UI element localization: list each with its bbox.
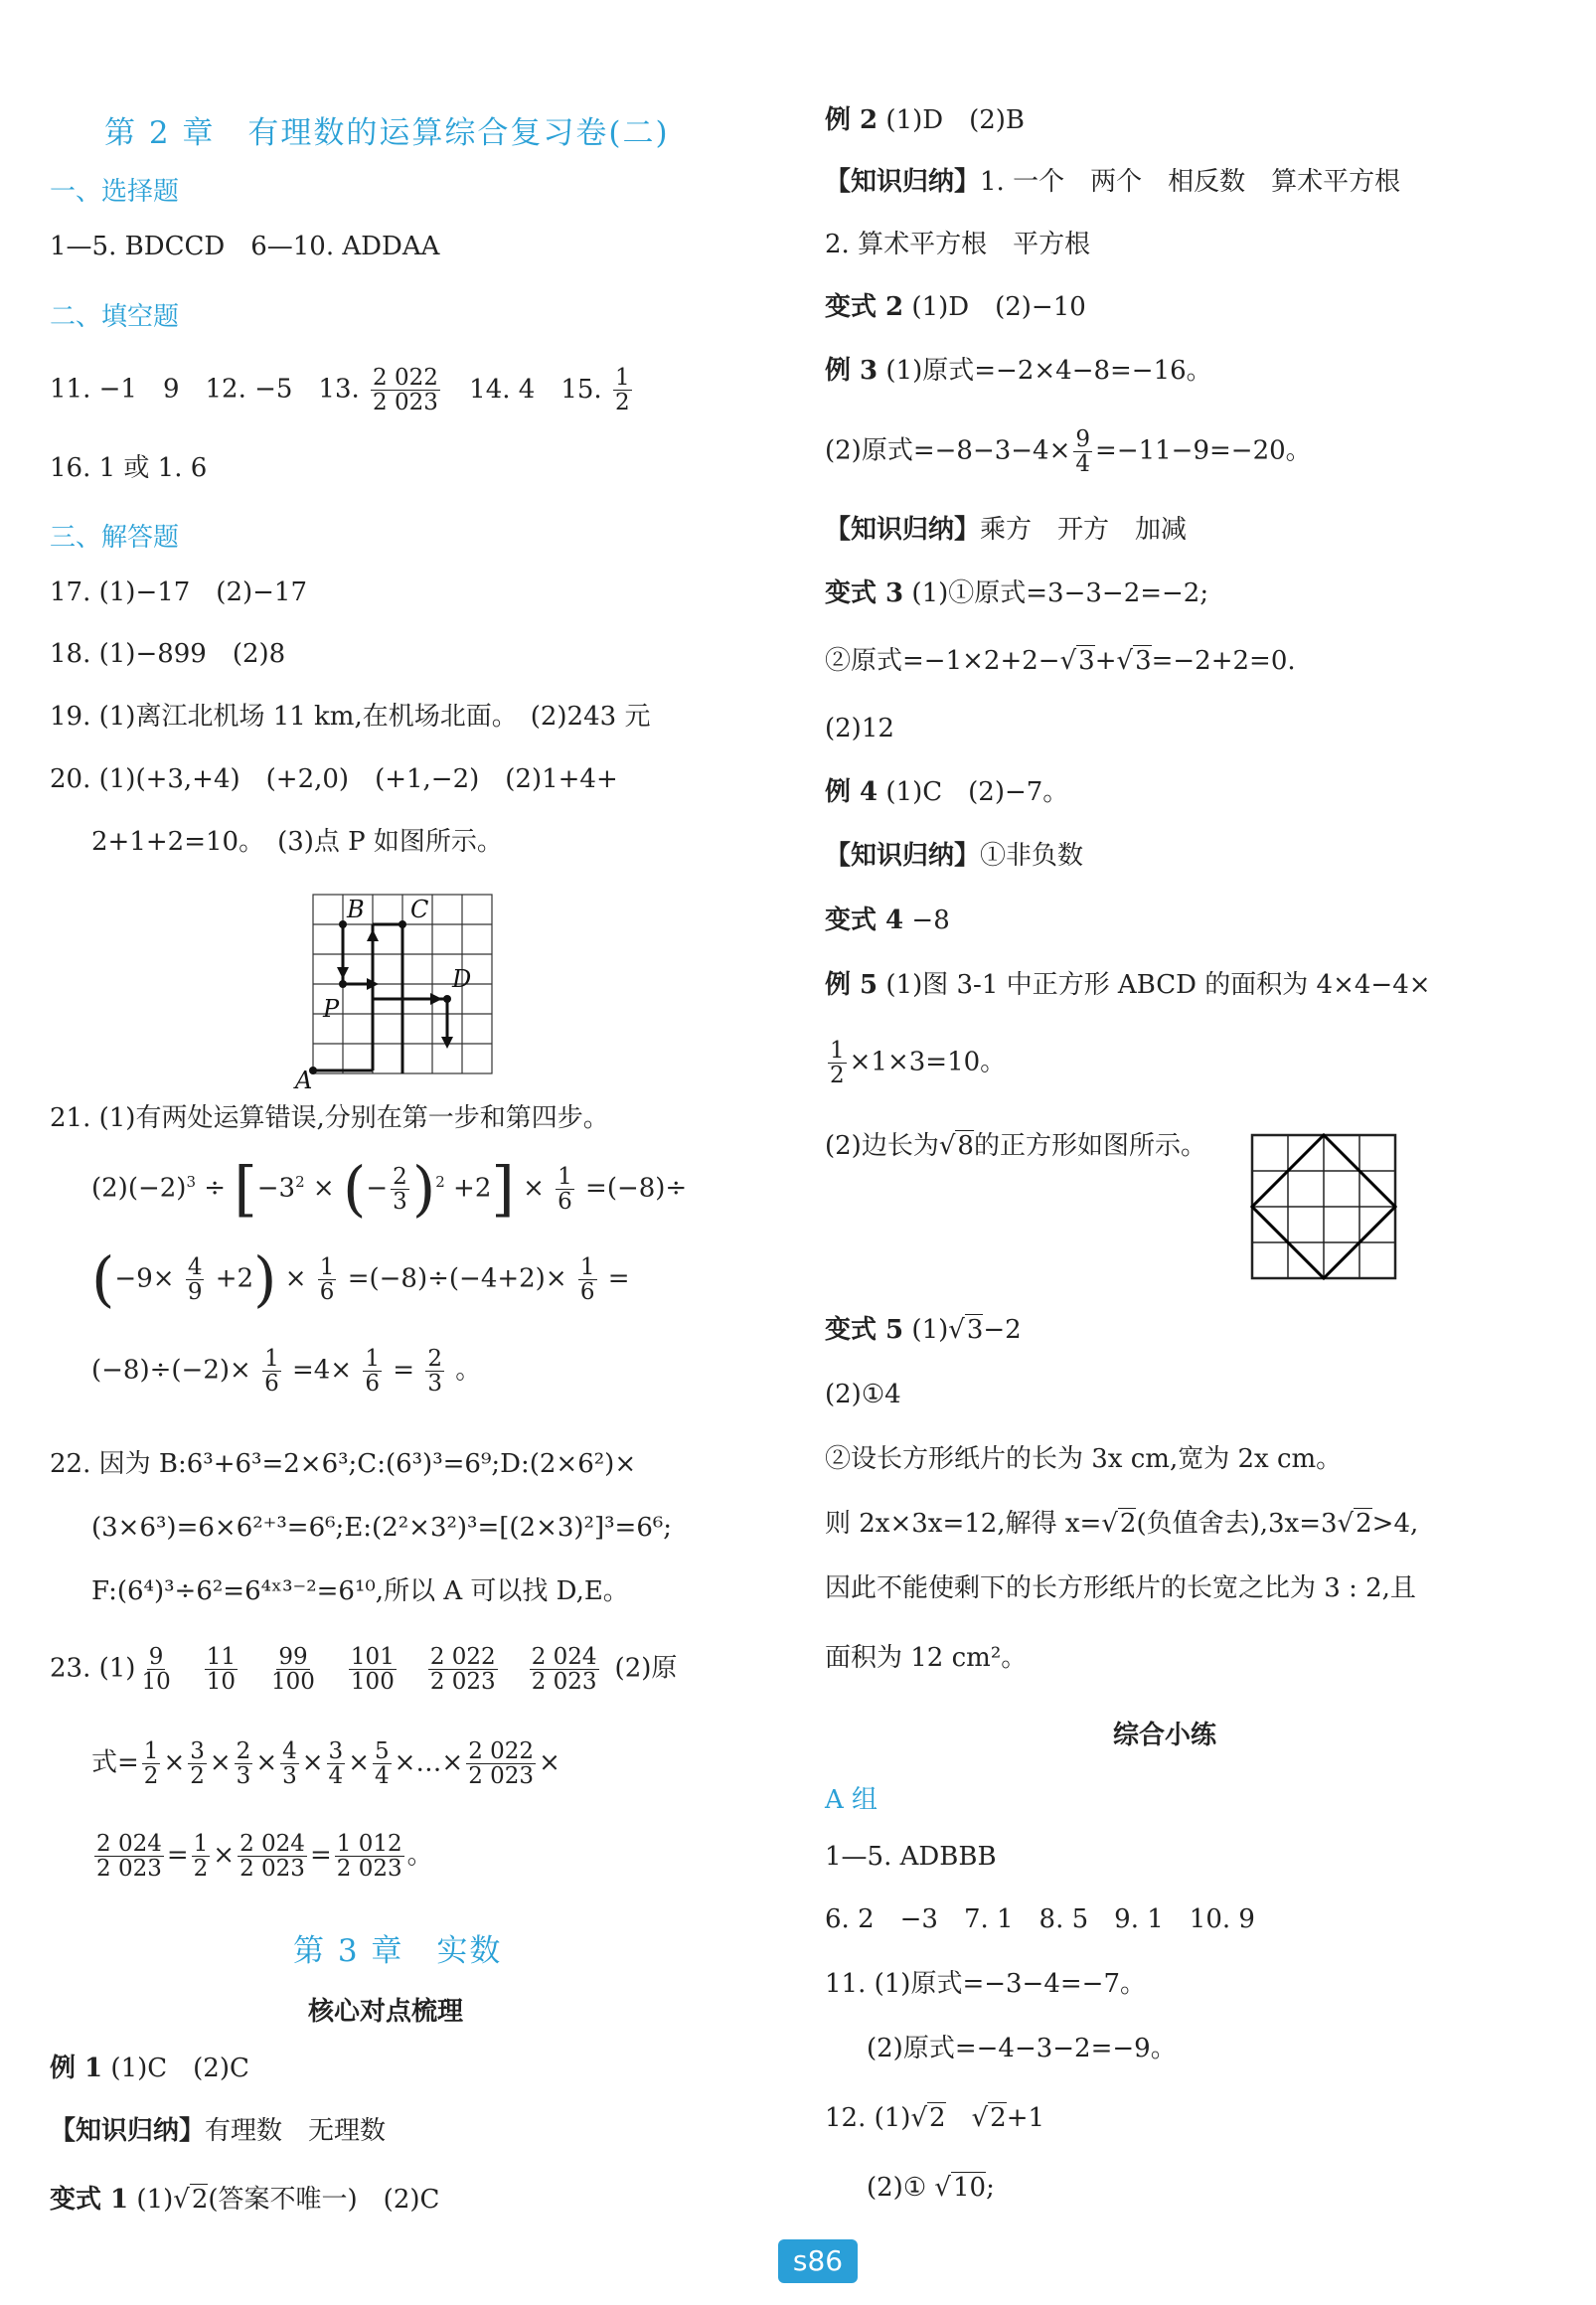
variant-5-part3: ②设长方形纸片的长为 3x cm,宽为 2x cm。 [825,1444,1343,1474]
fraction-numerator: 2 024 [96,1831,162,1857]
expr-text: =(−8)÷ [585,1173,688,1204]
example-answer: (1)图 3-1 中正方形 ABCD 的面积为 4×4−4× [885,970,1431,1000]
fraction [349,1645,397,1694]
expr-text: (2)原式=−8−3−4× [825,435,1071,466]
section-choice: 一、选择题 [50,177,180,207]
knowledge-label: 【知识归纳】 [825,841,981,871]
label-d: D [452,965,472,993]
expr-text: =−2+2=0. [1151,646,1296,676]
answers-11-15 [50,366,635,414]
fraction [192,1832,211,1881]
expr-text: (负值舍去),3x=3 [1136,1509,1338,1539]
variant-3-part2: ②原式=−1×2+2−√3+√3=−2+2=0. [825,646,1296,676]
core-review-title: 核心对点梳理 [308,1997,464,2027]
expr-text: ②原式=−1×2+2− [825,646,1060,676]
expr-text: +1 [1006,2103,1045,2133]
expr-text: + [1094,646,1117,676]
sqrt-radicand: 3 [966,1315,984,1345]
knowledge-text: 乘方 开方 加减 [980,515,1188,545]
fraction-denominator: 3 [236,1763,251,1790]
sqrt-radicand: 2 [1356,1509,1372,1539]
answer-21-line2: $(2)(-2)^3 \div [-3^2$ × (− $\frac{2}{3}$ )$^2$ +2] × $\frac{1}{6}$ =(−8)÷ [91,1154,688,1225]
fraction-denominator: 4 [328,1763,344,1790]
fraction [94,1832,164,1881]
chapter2-title: 第 2 章 有理数的运算综合复习卷(二) [104,115,670,151]
expr-text: = [309,1840,332,1871]
fraction-numerator: 2 [427,1346,442,1372]
sqrt-radicand: 10 [952,2173,987,2203]
fraction-denominator: 6 [579,1279,595,1306]
label-p: P [323,995,340,1023]
expr-text: × [209,1747,232,1778]
fraction-denominator: 2 023 [239,1856,305,1883]
expr-text: (2)原 [614,1653,678,1684]
example-2 [825,107,1025,133]
fraction-numerator: 9 [148,1644,164,1670]
fraction-numerator: 1 012 [336,1831,402,1857]
fraction-denominator: 10 [141,1669,171,1696]
fraction-numerator: 1 [264,1346,279,1372]
fraction-numerator: 1 [365,1346,381,1372]
variant-label: 变式 4 [825,906,904,935]
expr-text: =(−8)÷(−4+2)× [347,1263,567,1294]
example-answer: (1)原式=−2×4−8=−16。 [885,356,1212,386]
fraction-numerator: 1 [614,365,630,391]
fraction-numerator: 1 [193,1831,209,1857]
expr-text: 式= [91,1747,139,1778]
label-c: C [410,896,429,923]
expr-text: × [523,1173,545,1204]
fraction-numerator: 1 [319,1254,335,1280]
point-c [399,920,406,928]
variant-5-part5: 因此不能使剩下的长方形纸片的长宽之比为 3 : 2,且 [825,1573,1416,1603]
fraction-numerator: 2 024 [239,1831,305,1857]
knowledge-summary-4 [825,843,1083,869]
fraction [335,1832,404,1881]
variant-3-part3: (2)12 [825,714,894,743]
expr-text: (−8)÷(−2)× [91,1355,251,1386]
fraction [186,1255,205,1304]
expr-text: × [301,1747,324,1778]
expr-text: 23. (1) [50,1653,136,1684]
expr-text: ×…× [394,1747,464,1778]
fraction [142,1739,161,1788]
fraction-numerator: 9 [1075,426,1091,452]
answers-14-15-text: 14. 4 15. [469,374,602,405]
fraction-numerator: 4 [187,1254,203,1280]
section-solve: 三、解答题 [50,523,180,553]
fraction-numerator: 1 [830,1038,845,1064]
fraction [280,1739,299,1788]
variant-5: 变式 5 (1)√3−2 [825,1315,1022,1345]
fraction [188,1739,207,1788]
answers-1-10: 1—5. BDCCD 6—10. ADDAA [50,232,440,261]
fraction-denominator: 2 [830,1063,845,1089]
expr-text: × [213,1840,236,1871]
fraction-denominator: 2 023 [373,390,438,416]
expr-text: 。 [406,1840,433,1871]
fraction-numerator: 1 [143,1738,159,1764]
fraction [556,1165,574,1214]
fraction [235,1739,253,1788]
knowledge-summary-2b: 2. 算术平方根 平方根 [825,230,1091,259]
example-1 [50,2056,249,2081]
fraction-denominator: 6 [365,1371,381,1398]
example-label: 例 1 [50,2054,103,2083]
answer-21-line3: (−9× $\frac{4}{9}$ +2) × $\frac{1}{6}$ =(−8)÷(−4+2)× $\frac{1}{6}$ = [91,1244,630,1315]
fraction-denominator: 9 [187,1279,203,1306]
fraction-denominator: 2 [190,1763,205,1790]
group-a-6-10: 6. 2 −3 7. 1 8. 5 9. 1 10. 9 [825,1904,1255,1934]
expr-text: × [163,1747,186,1778]
example-3 [825,358,1212,384]
expr-text: 的正方形如图所示。 [973,1131,1206,1161]
fraction [262,1347,281,1396]
variant-label: 变式 3 [825,578,904,608]
fraction [466,1739,536,1788]
expr-text: × [348,1747,370,1778]
fraction [828,1039,847,1087]
answer-23-line2 [91,1739,560,1788]
fraction-denominator: 100 [271,1669,315,1696]
expr-text: =−11−9=−20。 [1095,435,1312,466]
expr-text: = [607,1263,630,1294]
knowledge-text: ①非负数 [980,841,1084,871]
example-answer: (1)D (2)B [885,105,1026,135]
fraction [530,1645,599,1694]
variant-text: (1)①原式=3−3−2=−2; [911,578,1209,608]
expr-text: ÷ [204,1173,227,1204]
example-answer: (1)C (2)C [110,2054,249,2083]
answer-23-line3 [91,1832,433,1881]
group-a-12-1: 12. (1)√2 √2+1 [825,2103,1045,2133]
fraction-denominator: 2 023 [429,1669,496,1696]
fraction [269,1645,317,1694]
example-5-part2 [825,1039,1006,1087]
fraction-denominator: 2 [614,390,630,416]
fraction-numerator: 2 [236,1738,251,1764]
answer-19: 19. (1)离江北机场 11 km,在机场北面。 (2)243 元 [50,702,651,732]
answer-22-line1: 22. 因为 B:6³+6³=2×6³;C:(6³)³=6⁹;D:(2×6²)× [50,1449,637,1479]
fraction-numerator: 4 [282,1738,297,1764]
variant-text: (1)D (2)−10 [911,292,1086,322]
expr-text: 则 2x×3x=12,解得 x= [825,1509,1102,1539]
expr-text: 。 [455,1355,482,1386]
label-b: B [347,896,365,923]
label-a: A [295,1067,313,1088]
variant-label: 变式 1 [50,2185,129,2215]
answer-20-line2: 2+1+2=10。 (3)点 P 如图所示。 [91,827,503,857]
expr-text: +2 [215,1263,254,1294]
fraction-15 [613,366,632,414]
expr-text: (2)① [867,2173,927,2203]
fraction-numerator: 2 024 [531,1644,597,1670]
answer-22-line2: (3×6³)=6×6²⁺³=6⁶;E:(2²×3²)³=[(2×3)²]³=6⁶; [91,1513,673,1543]
fraction [139,1645,172,1694]
fraction [363,1347,382,1396]
fraction [428,1645,498,1694]
fraction-numerator: 1 [558,1164,572,1190]
knowledge-summary-3 [825,517,1187,543]
variant-3 [825,580,1208,606]
knowledge-summary-1 [50,2118,386,2144]
expr-text: ×1×3=10。 [849,1047,1007,1077]
fraction-denominator: 3 [427,1371,442,1398]
variant-1: 变式 1 (1)√2(答案不唯一) (2)C [50,2185,440,2215]
section-fill: 二、填空题 [50,302,180,332]
sqrt8-square-figure [1250,1133,1399,1282]
knowledge-label: 【知识归纳】 [825,167,981,197]
fraction-denominator: 6 [319,1279,335,1306]
sqrt-radicand: 3 [1078,646,1095,676]
expr-text: × [255,1747,278,1778]
variant-2 [825,294,1086,320]
fraction-numerator: 2 022 [373,365,438,391]
variant-5-part6: 面积为 12 cm²。 [825,1643,1028,1673]
fraction-numerator: 2 022 [429,1644,496,1670]
example-5 [825,972,1431,998]
group-a-11-1: 11. (1)原式=−3−4=−7。 [825,1969,1146,1999]
fraction [578,1255,597,1304]
fraction-denominator: 2 [143,1763,159,1790]
sqrt-radicand: 2 [191,2185,209,2215]
example-answer: (1)C (2)−7。 [885,777,1069,807]
answer-21-line4 [91,1347,481,1396]
example-label: 例 4 [825,777,878,807]
point-p [339,980,347,988]
fraction-denominator: 2 023 [531,1669,597,1696]
fraction-denominator: 10 [206,1669,237,1696]
expr-text: ; [986,2173,995,2203]
fraction [373,1739,392,1788]
expr-text: × [312,1173,335,1204]
fraction-denominator: 3 [393,1189,407,1216]
answer-16: 16. 1 或 1. 6 [50,453,208,483]
fraction-numerator: 3 [190,1738,205,1764]
knowledge-label: 【知识归纳】 [50,2116,206,2146]
expr-text: 12. (1) [825,2103,911,2133]
example-4 [825,779,1068,805]
fraction-denominator: 6 [264,1371,279,1398]
grid-path-figure [293,890,502,1088]
fraction-denominator: 100 [350,1669,395,1696]
sqrt-radicand: 2 [1119,1509,1137,1539]
knowledge-label: 【知识归纳】 [825,515,981,545]
variant-label: 变式 2 [825,292,904,322]
fraction-denominator: 2 023 [336,1856,402,1883]
fraction [1073,427,1092,476]
variant-text: (1) [911,1315,949,1345]
answer-18: 18. (1)−899 (2)8 [50,639,286,669]
answer-23-line1 [50,1645,677,1694]
sqrt-radicand: 3 [1135,646,1152,676]
fraction-denominator: 2 023 [468,1763,535,1790]
expr-text: (2)(−2) [91,1173,187,1204]
knowledge-text: 有理数 无理数 [205,2116,387,2146]
fraction-numerator: 5 [374,1738,390,1764]
expr-text: +2 [453,1173,492,1204]
expr-text: −9× [114,1263,175,1294]
expr-text [946,2103,972,2133]
page-number-badge: s86 [778,2239,858,2283]
variant-5-part2: (2)①4 [825,1380,901,1409]
fraction-numerator: 3 [328,1738,344,1764]
expr-text: (2)边长为 [825,1131,939,1161]
fraction-numerator: 11 [206,1644,237,1670]
fraction-numerator: 1 [579,1254,595,1280]
comprehensive-practice-title: 综合小练 [1113,1721,1217,1750]
example-3-part2 [825,427,1312,476]
example-label: 例 5 [825,970,878,1000]
fraction-denominator: 3 [282,1763,297,1790]
point-b [339,920,347,928]
knowledge-summary-2 [825,169,1400,195]
fraction [327,1739,346,1788]
fraction-numerator: 2 [393,1164,407,1190]
answers-11-13-text: 11. −1 9 12. −5 13. [50,374,360,405]
variant-5-part4: 则 2x×3x=12,解得 x=√2(负值舍去),3x=3√2>4, [825,1509,1419,1539]
answer-20-line1: 20. (1)(+3,+4) (+2,0) (+1,−2) (2)1+4+ [50,764,618,794]
fraction-denominator: 4 [1075,451,1091,478]
expr-text: × [539,1747,560,1778]
expr-text: = [166,1840,189,1871]
fraction [238,1832,307,1881]
fraction [425,1347,444,1396]
variant-text: (1) [136,2185,174,2215]
group-a-11-2: (2)原式=−4−3−2=−9。 [867,2034,1177,2063]
fraction-numerator: 99 [278,1644,308,1670]
example-label: 例 2 [825,105,878,135]
sqrt-radicand: 8 [957,1131,974,1161]
expr-text: = [393,1355,415,1386]
fraction-denominator: 2 [193,1856,209,1883]
fraction-denominator: 2 023 [96,1856,162,1883]
fraction-denominator: 6 [558,1189,572,1216]
variant-text: −8 [911,906,950,935]
sqrt-radicand: 2 [990,2103,1007,2133]
example-5-part3: (2)边长为√8的正方形如图所示。 [825,1131,1206,1161]
variant-4 [825,907,950,933]
fraction-13 [371,366,440,414]
expr-text: =4× [291,1355,353,1386]
variant-label: 变式 5 [825,1315,904,1345]
fraction-numerator: 101 [350,1644,395,1670]
sqrt-radicand: 2 [929,2103,946,2133]
fraction-denominator: 4 [374,1763,390,1790]
variant-text: −2 [983,1315,1022,1345]
expr-text: >4, [1371,1509,1419,1539]
group-a-title: A 组 [825,1785,878,1815]
answer-22-line3: F:(6⁴)³÷6²=6⁴ˣ³⁻²=6¹⁰,所以 A 可以找 D,E。 [91,1576,629,1606]
answer-21-line1: 21. (1)有两处运算错误,分别在第一步和第四步。 [50,1103,609,1133]
expr-text: −3 [256,1173,296,1204]
group-a-12-2: (2)① √10; [867,2173,995,2203]
fraction [391,1165,409,1214]
example-label: 例 3 [825,356,878,386]
fraction-numerator: 2 022 [468,1738,535,1764]
fraction [205,1645,238,1694]
answer-17: 17. (1)−17 (2)−17 [50,577,308,607]
point-d [443,995,451,1003]
group-a-1-5: 1—5. ADBBB [825,1842,997,1872]
chapter3-title: 第 3 章 实数 [293,1933,503,1969]
fraction [318,1255,337,1304]
expr-text: × [284,1263,307,1294]
variant-text: (答案不唯一) (2)C [208,2185,440,2215]
knowledge-text: 1. 一个 两个 相反数 算术平方根 [980,167,1401,197]
